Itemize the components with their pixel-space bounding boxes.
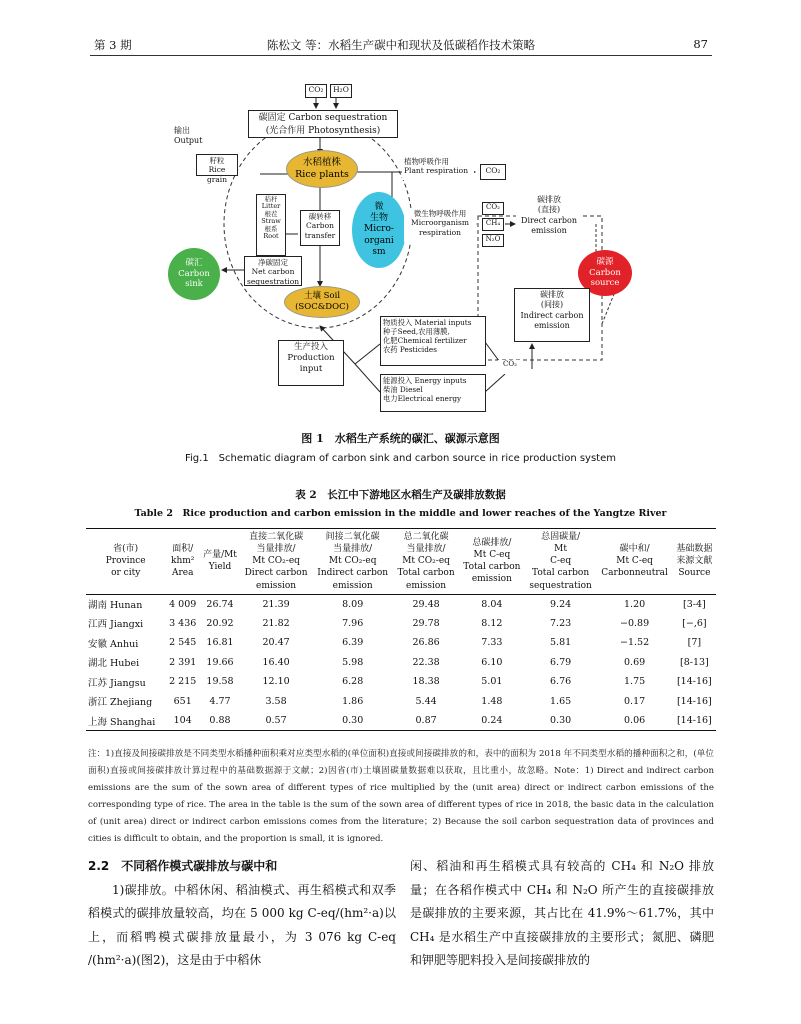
- figure-caption-en: Fig.1 Schematic diagram of carbon sink and carbon source in rice production system: [184, 453, 616, 464]
- table-caption-cn: 表 2 长江中下游地区水稻生产及碳排放数据: [295, 489, 506, 501]
- table-header-cell: 面积/ khm² Area: [171, 544, 195, 579]
- table-cell: 1.20: [624, 598, 646, 610]
- gas-co2-box: CO₂: [482, 202, 504, 215]
- province-cell: 浙江 Zhejiang: [88, 697, 153, 709]
- table-caption-en: Table 2 Rice production and carbon emission in the middle and lower reaches of the Yangtze River: [134, 508, 667, 519]
- emission-data-table: [86, 528, 716, 731]
- direct-emission-label: 碳排放 (直接) Direct carbon emission: [516, 194, 582, 246]
- page-number: 87: [693, 37, 708, 51]
- microorganism-node: 微 生物 Micro- organi sm: [352, 192, 406, 268]
- body-left-column: [88, 855, 396, 973]
- output-label: 输出 Output: [174, 126, 203, 145]
- table-cell: 26.86: [412, 637, 440, 649]
- carbon-sink-node: 碳汇 Carbon sink: [168, 248, 220, 300]
- table-cell: 16.40: [262, 656, 290, 668]
- micro-respiration-label: 微生物呼吸作用 Microorganism respiration: [404, 208, 476, 242]
- table-header-cell: 总二氧化碳 当量排放/ Mt CO₂-eq Total carbon emission: [397, 532, 455, 591]
- table-2: [86, 528, 716, 731]
- table-cell: 7.33: [481, 637, 503, 649]
- table-cell: 0.88: [209, 715, 231, 727]
- table-cell: 1.48: [481, 695, 503, 707]
- carbon-transfer-box: 碳转移 Carbon transfer: [300, 210, 340, 246]
- left-paragraph: 1)碳排放。中稻休闲、稻油模式、再生稻模式和双季稻模式的碳排放量较高，均在 5 000 kg C-eq/(hm²·a)以上，而稻鸭模式碳排放量最小，为 3 076 kg C-eq /(hm²·a)(图2)，这是由于中稻休: [88, 882, 396, 967]
- figure-1-diagram: [160, 74, 660, 424]
- h2o-input-box: H₂O: [330, 84, 352, 98]
- table-cell: 5.01: [481, 676, 503, 688]
- table-cell: 3 436: [169, 617, 197, 629]
- table-cell: 0.24: [481, 715, 503, 727]
- table-cell: 2 545: [169, 637, 197, 649]
- table-header-cell: 总固碳量/ Mt C-eq Total carbon sequestration: [529, 532, 592, 591]
- co2-input-box: CO₂: [305, 84, 327, 98]
- province-cell: 安徽 Anhui: [88, 638, 139, 650]
- table-cell: 20.92: [206, 617, 234, 629]
- production-input-box: 生产投入 Production input: [278, 340, 344, 386]
- issue-number: 第 3 期: [94, 38, 132, 52]
- table-cell: 4 009: [169, 598, 197, 610]
- table-row: [86, 672, 716, 692]
- figure-caption-cn: 图 1 水稻生产系统的碳汇、碳源示意图: [301, 432, 500, 445]
- table-cell: 22.38: [412, 656, 440, 668]
- soil-node: 土壤 Soil (SOC&DOC): [284, 286, 360, 318]
- table-cell: 4.77: [209, 695, 231, 707]
- province-cell: 湖南 Hunan: [88, 600, 143, 612]
- gas-n2o-box: N₂O: [482, 234, 504, 247]
- co2-production-label: CO₂: [498, 360, 522, 374]
- table-cell: 6.79: [550, 656, 572, 668]
- province-cell: 湖北 Hubei: [88, 658, 140, 670]
- table-header-cell: 总碳排放/ Mt C-eq Total carbon emission: [463, 538, 521, 585]
- table-cell: 7.96: [342, 617, 364, 629]
- table-cell: 21.39: [262, 598, 290, 610]
- table-cell: 6.76: [550, 676, 572, 688]
- table-header-row: [86, 529, 716, 595]
- table-cell: −0.89: [620, 617, 650, 629]
- table-cell: 1.65: [550, 695, 572, 707]
- table-cell: 8.12: [481, 617, 503, 629]
- table-cell: 2 391: [169, 656, 197, 668]
- table-cell: 0.87: [415, 715, 437, 727]
- table-cell: 6.10: [481, 656, 503, 668]
- table-header-cell: 产量/Mt Yield: [203, 550, 237, 573]
- table-cell: 0.06: [624, 715, 646, 727]
- table-cell: 20.47: [262, 637, 290, 649]
- table-cell: 26.74: [206, 598, 234, 610]
- table-cell: 1.86: [342, 695, 364, 707]
- energy-inputs-box: 能源投入 Energy inputs 柴油 Diesel 电力Electrical energy: [380, 374, 486, 412]
- province-cell: 上海 Shanghai: [88, 716, 156, 728]
- rice-plants-node: 水稻植株 Rice plants: [286, 150, 358, 188]
- table-row: [86, 633, 716, 653]
- right-paragraph: 闲、稻油和再生稻模式具有较高的 CH₄ 和 N₂O 排放量；在各稻作模式中 CH₄ 和 N₂O 所产生的直接碳排放是碳排放的主要来源，其占比在 41.9%～61.7%，其中 CH₄ 是水稻生产中直接碳排放的主要形式；氮肥、磷肥和钾肥等肥料投入是间接碳排放的: [410, 859, 714, 967]
- table-header-cell: 直接二氧化碳 当量排放/ Mt CO₂-eq Direct carbon emission: [244, 532, 308, 591]
- table-cell: 29.48: [412, 598, 440, 610]
- net-sequestration-box: 净碳固定 Net carbon sequestration: [244, 256, 302, 286]
- table-cell: 3.58: [265, 695, 287, 707]
- table-row: [86, 594, 716, 614]
- table-cell: 6.39: [342, 637, 364, 649]
- indirect-emission-box: 碳排放 (间接) Indirect carbon emission: [514, 288, 590, 342]
- carbon-source-node: 碳源 Carbon source: [578, 250, 632, 296]
- table-cell: 6.28: [342, 676, 364, 688]
- table-cell: 0.30: [342, 715, 364, 727]
- table-cell: 9.24: [550, 598, 572, 610]
- table-body: [86, 594, 716, 731]
- table-cell: 0.57: [265, 715, 287, 727]
- table-cell: 0.17: [624, 695, 646, 707]
- table-row: [86, 614, 716, 634]
- photosynthesis-label: (光合作用 Photosynthesis): [265, 126, 381, 136]
- body-right-column: [410, 855, 714, 973]
- material-inputs-box: 物质投入 Material inputs 种子Seed,农用薄膜, 化肥Chemical fertilizer 农药 Pesticides: [380, 316, 486, 366]
- table-header-cell: 基础数据 来源文献 Source: [676, 544, 713, 579]
- co2-plant-box: CO₂: [480, 164, 506, 180]
- table-cell: [14-16]: [676, 715, 712, 727]
- table-row: [86, 653, 716, 673]
- running-title: 陈松文 等：水稻生产碳中和现状及低碳稻作技术策略: [266, 38, 536, 52]
- table-cell: 5.81: [550, 637, 572, 649]
- table-cell: 5.44: [415, 695, 437, 707]
- table-cell: [3-4]: [683, 598, 706, 610]
- running-header: [90, 34, 712, 56]
- table-cell: 8.04: [481, 598, 503, 610]
- table-header-cell: 省(市) Province or city: [105, 544, 146, 579]
- section-title: 2.2 不同稻作模式碳排放与碳中和: [88, 859, 278, 873]
- table-header-cell: 间接二氧化碳 当量排放/ Mt CO₂-eq Indirect carbon emission: [317, 532, 389, 591]
- table-cell: [14-16]: [676, 676, 712, 688]
- table-cell: 651: [173, 695, 192, 707]
- rice-grain-box: 籽粒 Rice grain: [196, 154, 238, 176]
- table-header-cell: 碳中和/ Mt C-eq Carbonneutral: [601, 544, 668, 579]
- table-cell: 21.82: [262, 617, 290, 629]
- gas-ch4-box: CH₄: [482, 218, 504, 231]
- table-cell: 12.10: [262, 676, 290, 688]
- table-cell: 104: [173, 715, 192, 727]
- table-cell: −1.52: [620, 637, 650, 649]
- table-row: [86, 692, 716, 712]
- table-row: [86, 711, 716, 731]
- table-cell: [7]: [687, 637, 702, 649]
- table-cell: 0.30: [550, 715, 572, 727]
- carbon-sequestration-box: [248, 110, 398, 138]
- plant-respiration-label: 植物呼吸作用 Plant respiration: [402, 156, 474, 180]
- table-cell: 8.09: [342, 598, 364, 610]
- table-cell: [14-16]: [676, 695, 712, 707]
- diagram-connectors: [160, 74, 660, 424]
- table-cell: 2 215: [169, 676, 197, 688]
- table-cell: 19.58: [206, 676, 234, 688]
- province-cell: 江西 Jiangxi: [88, 619, 144, 631]
- table-cell: [8-13]: [680, 656, 709, 668]
- table-cell: 5.98: [342, 656, 364, 668]
- table-note: 注：1)直接及间接碳排放是不同类型水稻播种面积乘对应类型水稻的(单位面积)直接或间接碳排放的和，表中的面积为 2018 年不同类型水稻的播种面积之和，(单位面积)直接或间接碳排放计算过程中的基础数据源于文献；2)因省(市)土壤固碳量数据难以获取，且比重小，故忽略。Note：1) Direct and indirect carbon emissions are the sum of the sown area of different types of rice multiplied by the (unit area) direct or indirect carbon emissions of the corresponding type of rice. The area in the table is the sum of the sown area of different types of rice in 2018, the basic data in the calculation of (unit area) direct or indirect carbon emissions comes from the literature；2) Because the soil carbon sequestration data of provinces and cities is difficult to obtain, and the proportion is small, it is ignored.: [88, 749, 714, 844]
- table-cell: 16.81: [206, 637, 234, 649]
- table-cell: 19.66: [206, 656, 234, 668]
- table-cell: 0.69: [624, 656, 646, 668]
- residue-box: 秸秆 Litter 根茬 Straw 根系 Root: [256, 194, 286, 256]
- carbon-sequestration-label: 碳固定 Carbon sequestration: [258, 113, 388, 123]
- province-cell: 江苏 Jiangsu: [88, 677, 146, 689]
- table-cell: 7.23: [550, 617, 572, 629]
- table-cell: [−,6]: [682, 617, 707, 629]
- table-cell: 18.38: [412, 676, 440, 688]
- table-cell: 29.78: [412, 617, 440, 629]
- table-cell: 1.75: [624, 676, 646, 688]
